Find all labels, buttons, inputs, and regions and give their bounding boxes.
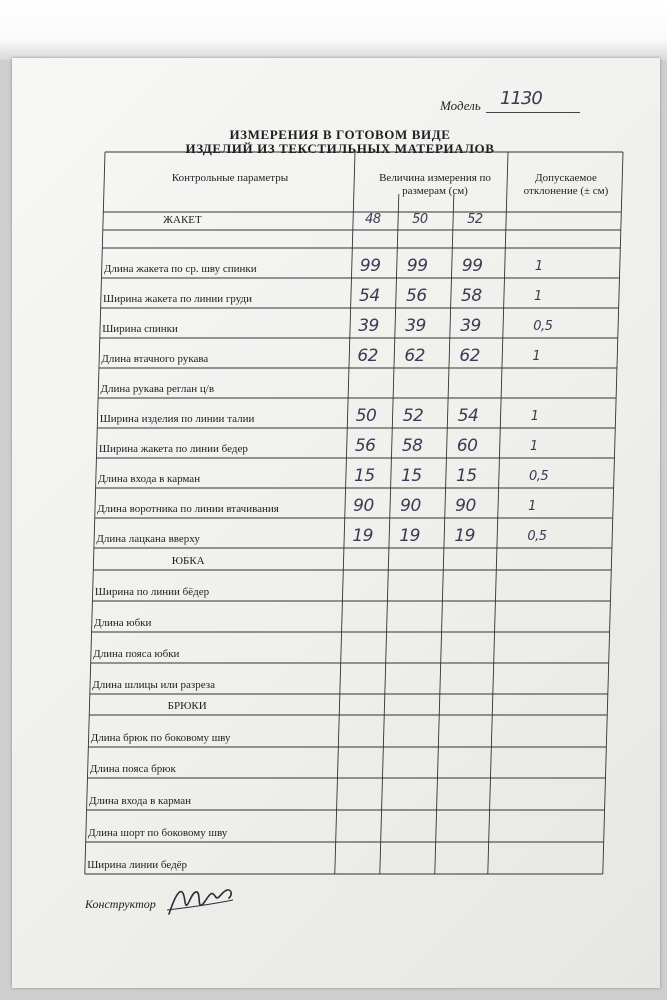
- tolerance-value: 1: [532, 349, 541, 364]
- row-label: Ширина линии бедёр: [87, 859, 188, 871]
- table-rule: [435, 194, 454, 874]
- section-title: БРЮКИ: [167, 700, 207, 712]
- measurement-value: 50: [355, 406, 377, 426]
- tolerance-value: 1: [528, 499, 536, 514]
- row-label: Длина входа в карман: [88, 795, 192, 807]
- row-label: Длина шорт по боковому шву: [88, 827, 228, 839]
- tolerance-value: 1: [529, 439, 538, 454]
- model-label: Модель: [440, 98, 481, 113]
- row-label: Ширина по линии бёдер: [94, 586, 210, 598]
- measurement-value: 52: [402, 406, 424, 426]
- tolerance-value: 1: [530, 409, 539, 424]
- model-value: 1130: [500, 88, 542, 109]
- header-size-value: Величина измерения по размерам (см): [379, 172, 491, 197]
- measurement-value: 58: [461, 286, 482, 306]
- row-label: Длина входа в карман: [98, 473, 201, 485]
- header-tolerance: Допускаемое отклонение (± см): [523, 172, 609, 197]
- row-label: Ширина изделия по линии талии: [99, 413, 255, 425]
- tolerance-value: 0,5: [529, 469, 549, 484]
- row-label: Ширина жакета по линии груди: [103, 293, 253, 305]
- model-underline: [486, 112, 580, 113]
- table-rule: [603, 152, 623, 874]
- measurement-value: 19: [352, 526, 373, 546]
- measurement-value: 15: [354, 466, 375, 486]
- measurement-value: 15: [401, 466, 422, 486]
- measurement-value: 62: [404, 346, 425, 366]
- measurement-value: 19: [454, 526, 475, 546]
- size-heading: 50: [412, 212, 428, 227]
- measurement-value: 39: [460, 316, 481, 336]
- measurement-value: 39: [358, 316, 379, 336]
- row-label: Длина шлицы или разреза: [92, 679, 215, 691]
- row-label: Длина втачного рукава: [101, 353, 209, 365]
- measurement-value: 54: [457, 406, 479, 426]
- tolerance-value: 0,5: [527, 529, 547, 544]
- table-rule: [380, 194, 399, 874]
- row-label: Длина брюк по боковому шву: [90, 732, 231, 744]
- header-params: Контрольные параметры: [171, 172, 289, 184]
- tolerance-value: 1: [534, 259, 543, 274]
- section-title: ЖАКЕТ: [163, 214, 202, 226]
- row-label: Ширина жакета по линии бедер: [98, 443, 248, 455]
- row-label: Длина воротника по линии втачивания: [97, 503, 279, 515]
- model-field: [440, 88, 590, 116]
- size-heading: 52: [467, 212, 483, 227]
- measurement-value: 62: [459, 346, 480, 366]
- measurement-value: 99: [359, 256, 381, 276]
- measurement-value: 90: [400, 496, 421, 516]
- constructor-signature: [163, 880, 243, 920]
- row-label: Длина пояса брюк: [89, 763, 176, 775]
- table-rule: [488, 152, 508, 874]
- measurement-value: 19: [399, 526, 420, 546]
- document-title-line-1: ИЗМЕРЕНИЯ В ГОТОВОМ ВИДЕ: [229, 127, 451, 142]
- table-rule: [335, 152, 355, 874]
- row-label: Длина жакета по ср. шву спинки: [103, 263, 257, 275]
- measurement-value: 62: [357, 346, 378, 366]
- row-label: Длина лацкана вверху: [96, 533, 200, 545]
- row-label: Длина юбки: [93, 617, 152, 629]
- size-heading: 48: [365, 212, 381, 227]
- measurement-value: 39: [405, 316, 426, 336]
- tolerance-value: 1: [534, 289, 542, 304]
- measurement-value: 60: [456, 436, 478, 456]
- measurement-value: 56: [406, 286, 427, 306]
- measurement-value: 90: [353, 496, 374, 516]
- measurement-value: 56: [354, 436, 376, 456]
- constructor-label: Конструктор: [85, 897, 156, 911]
- measurement-value: 90: [455, 496, 476, 516]
- measurement-value: 99: [461, 256, 483, 276]
- measurement-value: 15: [456, 466, 477, 486]
- document-title-line-2: ИЗДЕЛИЙ ИЗ ТЕКСТИЛЬНЫХ МАТЕРИАЛОВ: [185, 141, 495, 156]
- row-label: Длина рукава реглан ц/в: [100, 383, 215, 395]
- measurement-value: 58: [401, 436, 423, 456]
- section-title: ЮБКА: [171, 555, 205, 567]
- measurement-value: 99: [406, 256, 428, 276]
- row-label: Ширина спинки: [102, 323, 178, 335]
- photo-background-top: [0, 0, 667, 60]
- measurement-value: 54: [359, 286, 380, 306]
- tolerance-value: 0,5: [533, 319, 553, 334]
- row-label: Длина пояса юбки: [93, 648, 180, 660]
